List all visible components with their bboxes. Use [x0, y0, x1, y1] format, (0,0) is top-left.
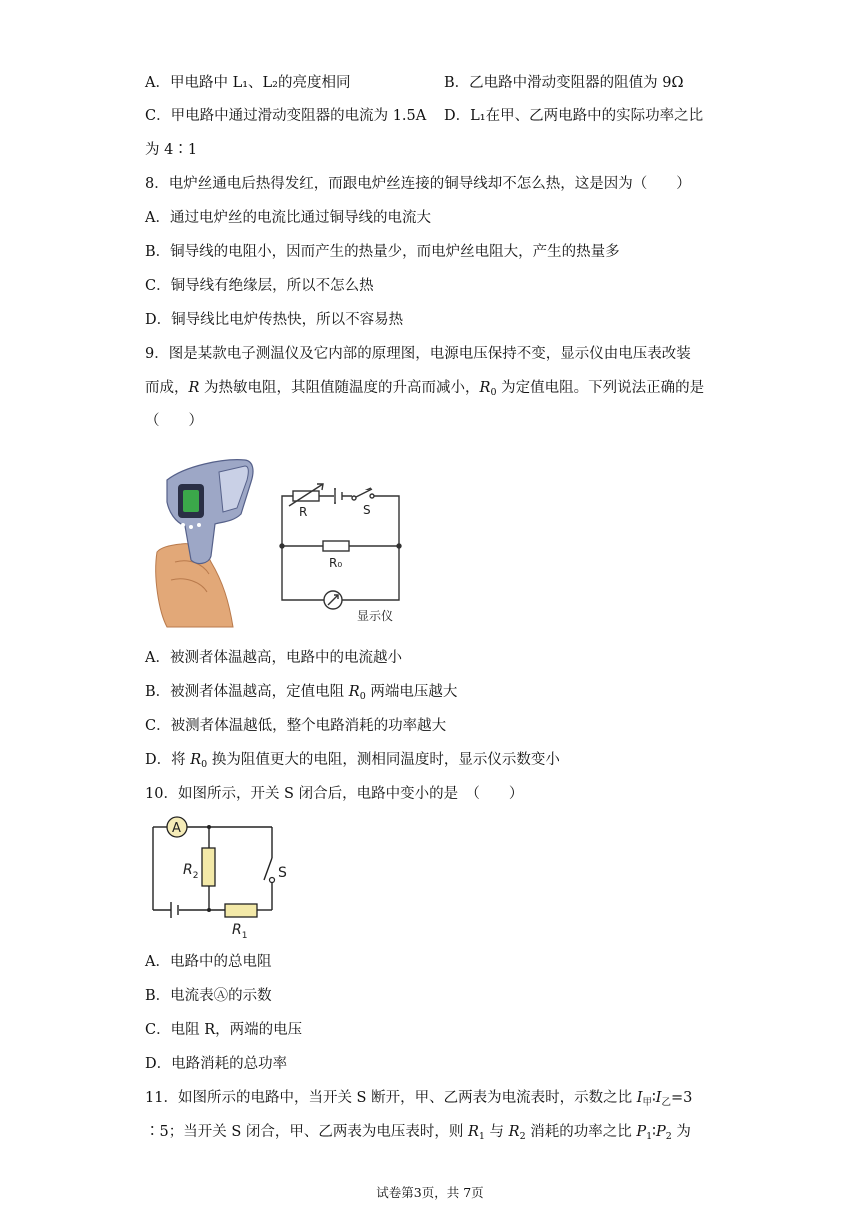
- q10-label-r1: $R_1$: [232, 922, 248, 941]
- q8-option-b: B．铜导线的电阻小，因而产生的热量少，而电炉丝电阻大，产生的热量多: [145, 244, 620, 260]
- q9-stem-line3: （ ）: [145, 413, 203, 429]
- q9-option-b: B．被测者体温越高，定值电阻 $R_0$ 两端电压越大: [145, 684, 458, 702]
- q9-stem-line1: 9．图是某款电子测温仪及它内部的原理图，电源电压保持不变，显示仪由电压表改装: [145, 346, 691, 362]
- q8-option-a: A．通过电炉丝的电流比通过铜导线的电流大: [145, 210, 431, 226]
- q11-stem-line1: 11．如图所示的电路中，当开关 S 断开，甲、乙两表为电流表时，示数之比 $I_甲∶I_乙=3$: [145, 1090, 693, 1108]
- q7-option-d-continued: 为 4∶1: [145, 142, 198, 158]
- q9-circuit-diagram: [280, 484, 401, 609]
- q9-option-c: C．被测者体温越低，整个电路消耗的功率越大: [145, 718, 447, 734]
- q8-option-d: D．铜导线比电炉传热快，所以不容易热: [145, 312, 404, 328]
- q10-label-a: A: [172, 821, 181, 836]
- q9-label-s: S: [363, 503, 371, 517]
- q9-label-r0: R₀: [329, 556, 343, 570]
- q7-option-a: A．甲电路中 L₁、L₂的亮度相同: [145, 75, 351, 91]
- q10-option-a: A．电路中的总电阻: [145, 954, 272, 970]
- q8-stem: 8．电炉丝通电后热得发红，而跟电炉丝连接的铜导线却不怎么热，这是因为（ ）: [145, 176, 691, 192]
- q7-option-c: C．甲电路中通过滑动变阻器的电流为 1.5A: [145, 108, 427, 124]
- page-footer: 试卷第3页，共 7页: [376, 1185, 484, 1200]
- q7-option-d: D．L₁在甲、乙两电路中的实际功率之比: [444, 108, 704, 124]
- q10-option-b: B．电流表Ⓐ的示数: [145, 988, 272, 1004]
- q10-label-s: S: [278, 865, 287, 881]
- q11-stem-line2: ∶5；当开关 S 闭合，甲、乙两表为电压表时，则 $R_1$ 与 $R_2$ 消耗的功率之比 $P_1∶P_2$ 为: [145, 1124, 691, 1142]
- q9-stem-line2: 而成，R 为热敏电阻，其阻值随温度的升高而减小，$R_0$ 为定值电阻。下列说法正确的是: [145, 380, 705, 398]
- q9-option-d: D．将 $R_0$ 换为阻值更大的电阻，测相同温度时，显示仪示数变小: [145, 752, 560, 770]
- q9-label-display: 显示仪: [357, 609, 394, 623]
- q10-circuit-diagram: [145, 814, 305, 944]
- q7-option-b: B．乙电路中滑动变阻器的阻值为 9Ω: [444, 75, 684, 91]
- q8-option-c: C．铜导线有绝缘层，所以不怎么热: [145, 278, 374, 294]
- q10-label-r2: $R_2$: [183, 862, 199, 881]
- q9-label-r: R: [299, 505, 308, 519]
- q10-option-d: D．电路消耗的总功率: [145, 1056, 288, 1072]
- q10-option-c: C．电阻 R，两端的电压: [145, 1022, 303, 1038]
- q9-option-a: A．被测者体温越高，电路中的电流越小: [145, 650, 402, 666]
- q10-stem: 10．如图所示，开关 S 闭合后，电路中变小的是 （ ）: [145, 786, 524, 802]
- q9-figure: [145, 452, 445, 632]
